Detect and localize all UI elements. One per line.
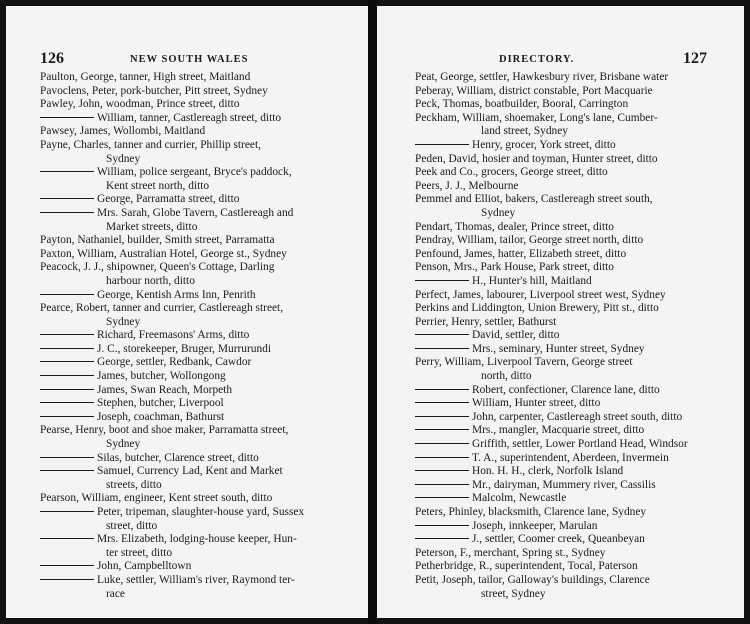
right-page-header [377,50,744,72]
entry-text: J. C., storekeeper, Bruger, Murrurundi [97,342,272,355]
entry-line [415,139,721,153]
ditto-entry [40,506,344,533]
ditto-entry [415,479,721,493]
entry-text: Pavoclens, Peter, pork-butcher, Pitt street, Sydney [40,84,268,97]
entry-line [40,465,344,479]
entry-line [40,411,344,425]
entry-text: Peckham, William, shoemaker, Long's lane, Cumber- [415,111,658,124]
directory-entry [415,71,721,85]
entry-line [40,302,344,316]
directory-entry [40,302,344,329]
entry-text: John, Campbelltown [97,560,192,573]
entry-text: Perry, William, Liverpool Tavern, George street [415,356,633,369]
entry-line [415,384,721,398]
entry-text: Malcolm, Newcastle [472,492,567,505]
entry-line [40,370,344,384]
directory-entry [415,574,721,601]
entry-text: William, police sergeant, Bryce's paddock, [97,166,292,179]
entry-text: land street, Sydney [481,125,568,138]
ditto-dash [415,538,469,539]
directory-entry [415,316,721,330]
ditto-dash [40,375,94,376]
entry-line [415,411,721,425]
directory-entry [415,153,721,167]
ditto-entry [415,343,721,357]
entry-text: J., settler, Coomer creek, Queanbeyan [472,533,645,546]
entry-text: Mrs., mangler, Macquarie street, ditto [472,424,645,437]
entry-text: Samuel, Currency Lad, Kent and Market [97,465,283,478]
entry-text: Kent street north, ditto [106,179,210,192]
entry-text: Robert, confectioner, Clarence lane, ditto [472,383,660,396]
ditto-dash [415,443,469,444]
directory-entry [40,71,344,85]
ditto-dash [40,565,94,566]
entry-line [415,329,721,343]
entry-line [415,397,721,411]
entry-line [415,356,721,370]
entry-line [40,125,344,139]
entry-text: Peek and Co., grocers, George street, ditto [415,166,608,179]
directory-entry [415,112,721,139]
entry-text: Luke, settler, William's river, Raymond ter- [97,573,295,586]
directory-entry [415,560,721,574]
entry-text: Sydney [106,315,141,328]
directory-entry [415,221,721,235]
entry-line [415,438,721,452]
directory-entry [415,234,721,248]
entry-text: Payton, Nathaniel, builder, Smith street, Parramatta [40,234,275,247]
entry-line [415,479,721,493]
page-number: 126 [40,50,64,67]
directory-entry [40,85,344,99]
entry-continuation-line [40,479,344,493]
page-number: 127 [683,50,707,67]
entry-line [415,343,721,357]
entry-line [415,574,721,588]
entry-text: Peter, tripeman, slaughter-house yard, Sussex [97,506,305,518]
entry-line [415,506,721,520]
ditto-dash [415,416,469,417]
directory-entry [415,248,721,262]
ditto-dash [40,538,94,539]
entry-text: Mrs. Sarah, Globe Tavern, Castlereagh and [97,206,294,219]
entry-line [415,166,721,180]
entry-text: Stephen, butcher, Liverpool [97,397,224,410]
entry-line [40,112,344,126]
ditto-entry [40,465,344,492]
ditto-entry [40,411,344,425]
entry-text: Payne, Charles, tanner and currier, Phillip street, [40,138,261,151]
ditto-entry [40,560,344,574]
ditto-dash [40,294,94,295]
book-gutter [368,0,377,624]
ditto-dash [415,525,469,526]
entry-line [415,520,721,534]
entry-text: James, Swan Reach, Morpeth [97,383,233,396]
entry-line [415,248,721,262]
entry-text: William, tanner, Castlereagh street, ditto [97,111,282,124]
entry-text: Perkins and Liddington, Union Brewery, Pitt st., ditto [415,302,659,315]
entry-continuation-line [40,520,344,534]
entry-text: Mrs., seminary, Hunter street, Sydney [472,342,645,355]
entry-continuation-line [415,370,721,384]
entry-text: Mr., dairyman, Mummery river, Cassilis [472,478,656,491]
ditto-dash [40,416,94,417]
ditto-entry [40,166,344,193]
directory-entry [40,248,344,262]
ditto-dash [40,198,94,199]
entry-text: Peters, Phinley, blacksmith, Clarence lane, Sydney [415,506,647,518]
entry-text: Peers, J. J., Melbourne [415,179,519,192]
ditto-dash [415,144,469,145]
entry-text: Penfound, James, hatter, Elizabeth street, ditto [415,247,627,260]
entry-line [40,384,344,398]
entry-line [40,289,344,303]
entry-line [40,261,344,275]
directory-entry [415,193,721,220]
entry-line [415,289,721,303]
entry-line [40,139,344,153]
ditto-entry [40,112,344,126]
entry-text: Pawsey, James, Wollombi, Maitland [40,125,206,138]
left-page-header [6,50,368,72]
ditto-dash [40,212,94,213]
entry-text: Mrs. Elizabeth, lodging-house keeper, Hun- [97,533,297,546]
directory-entry [40,234,344,248]
ditto-entry [415,452,721,466]
entry-continuation-line [415,125,721,139]
entry-line [40,356,344,370]
ditto-entry [415,397,721,411]
entry-line [415,560,721,574]
entry-line [40,560,344,574]
directory-entry [415,302,721,316]
entry-text: Richard, Freemasons' Arms, ditto [97,329,250,342]
ditto-entry [40,452,344,466]
ditto-entry [40,289,344,303]
entry-line [40,166,344,180]
entry-line [415,533,721,547]
ditto-entry [415,329,721,343]
entry-line [415,180,721,194]
directory-entry [415,289,721,303]
ditto-dash [40,348,94,349]
entry-line [40,343,344,357]
ditto-dash [415,389,469,390]
entry-line [40,492,344,506]
entry-text: David, settler, ditto [472,329,560,342]
directory-entry [40,424,344,451]
entry-continuation-line [40,588,344,602]
ditto-entry [415,139,721,153]
entry-line [415,275,721,289]
entry-line [40,533,344,547]
ditto-entry [415,438,721,452]
entry-text: harbour north, ditto [106,274,195,287]
entry-line [415,71,721,85]
ditto-entry [40,370,344,384]
entry-line [40,85,344,99]
entry-continuation-line [40,221,344,235]
entry-continuation-line [415,207,721,221]
entry-text: George, Parramatta street, ditto [97,193,240,206]
left-page [6,6,368,618]
ditto-entry [415,520,721,534]
ditto-entry [415,424,721,438]
entry-continuation-line [40,180,344,194]
ditto-entry [40,533,344,560]
ditto-dash [415,484,469,485]
entry-line [40,424,344,438]
directory-entry [40,98,344,112]
entry-line [40,248,344,262]
entry-continuation-line [415,588,721,602]
running-title: DIRECTORY. [499,54,575,65]
entry-text: Henry, grocer, York street, ditto [472,138,616,151]
entry-text: Penson, Mrs., Park House, Park street, ditto [415,261,615,274]
entry-line [40,397,344,411]
directory-entry [415,85,721,99]
entry-text: Peacock, J. J., shipowner, Queen's Cottage, Darling [40,261,275,274]
entry-text: Peck, Thomas, boatbuilder, Booral, Carrington [415,98,629,111]
entry-line [40,329,344,343]
ditto-entry [40,574,344,601]
entry-continuation-line [40,275,344,289]
ditto-entry [415,533,721,547]
entry-text: Perrier, Henry, settler, Bathurst [415,315,557,328]
entry-text: Petit, Joseph, tailor, Galloway's buildings, Clarence [415,573,650,586]
ditto-entry [40,193,344,207]
entry-line [415,221,721,235]
ditto-dash [415,457,469,458]
entry-text: street, Sydney [481,587,546,600]
directory-entry [415,506,721,520]
entry-text: Sydney [106,438,141,451]
entry-text: Pearson, William, engineer, Kent street south, ditto [40,492,273,505]
entry-text: Paulton, George, tanner, High street, Maitland [40,71,251,83]
directory-entry [40,125,344,139]
entry-line [415,452,721,466]
entry-text: James, butcher, Wollongong [97,370,226,383]
entry-text: Pearce, Robert, tanner and currier, Castlereagh street, [40,302,284,315]
entry-line [415,424,721,438]
entry-line [40,574,344,588]
entry-text: Sydney [106,152,141,165]
entry-text: Peat, George, settler, Hawkesbury river, Brisbane water [415,71,669,83]
entry-text: John, carpenter, Castlereagh street south, ditto [472,410,683,423]
ditto-entry [415,465,721,479]
entry-text: Peden, David, hosier and toyman, Hunter street, ditto [415,152,658,165]
entry-line [415,98,721,112]
entry-text: Market streets, ditto [106,220,198,233]
ditto-dash [415,348,469,349]
directory-entry [40,261,344,288]
entry-text: street, ditto [106,519,158,532]
directory-entry [40,492,344,506]
entry-text: George, Kentish Arms Inn, Penrith [97,288,256,301]
ditto-dash [415,334,469,335]
ditto-dash [40,117,94,118]
entry-line [415,112,721,126]
ditto-dash [415,429,469,430]
entry-line [415,85,721,99]
entry-line [415,234,721,248]
entry-text: H., Hunter's hill, Maitland [472,274,592,287]
right-page [377,6,744,618]
entry-text: Joseph, coachman, Bathurst [97,410,225,423]
entry-text: Peterson, F., merchant, Spring st., Sydney [415,546,606,559]
entry-text: Griffith, settler, Lower Portland Head, Windsor [472,438,688,451]
directory-entries-right [415,71,721,601]
directory-entry [415,356,721,383]
ditto-dash [40,470,94,471]
ditto-dash [415,497,469,498]
ditto-entry [40,356,344,370]
entry-line [415,153,721,167]
entry-continuation-line [40,547,344,561]
entry-text: Pendray, William, tailor, George street north, ditto [415,234,644,247]
entry-text: Pawley, John, woodman, Prince street, ditto [40,98,240,111]
ditto-dash [415,402,469,403]
entry-line [415,261,721,275]
ditto-dash [40,361,94,362]
ditto-dash [415,470,469,471]
entry-text: Paxton, William, Australian Hotel, George st., Sydney [40,247,287,260]
ditto-entry [40,343,344,357]
ditto-dash [40,334,94,335]
entry-text: Sydney [481,206,516,219]
entry-line [40,71,344,85]
directory-entry [415,180,721,194]
ditto-entry [415,384,721,398]
entry-continuation-line [40,316,344,330]
entry-continuation-line [40,153,344,167]
entry-line [40,452,344,466]
running-title: NEW SOUTH WALES [130,54,249,65]
ditto-dash [415,280,469,281]
entry-text: Joseph, innkeeper, Marulan [472,519,598,532]
directory-entry [415,261,721,275]
entry-text: William, Hunter street, ditto [472,397,601,410]
entry-text: ter street, ditto [106,546,173,559]
ditto-dash [40,457,94,458]
ditto-entry [415,411,721,425]
entry-text: streets, ditto [106,478,162,491]
entry-text: Peberay, William, district constable, Port Macquarie [415,84,653,97]
entry-line [415,492,721,506]
ditto-dash [40,402,94,403]
entry-text: Pendart, Thomas, dealer, Prince street, ditto [415,220,614,233]
entry-line [40,234,344,248]
ditto-entry [40,329,344,343]
ditto-dash [40,511,94,512]
ditto-dash [40,171,94,172]
entry-text: Silas, butcher, Clarence street, ditto [97,451,259,464]
entry-text: T. A., superintendent, Aberdeen, Invermein [472,451,669,464]
entry-line [40,98,344,112]
ditto-entry [415,275,721,289]
entry-line [415,193,721,207]
ditto-dash [40,389,94,390]
entry-line [40,506,344,520]
entry-line [40,207,344,221]
entry-text: Perfect, James, labourer, Liverpool street west, Sydney [415,288,666,301]
ditto-entry [415,492,721,506]
entry-line [415,547,721,561]
entry-text: north, ditto [481,370,532,383]
entry-text: Pearse, Henry, boot and shoe maker, Parramatta street, [40,424,289,437]
directory-entry [415,547,721,561]
directory-entry [415,166,721,180]
entry-line [415,302,721,316]
entry-line [415,465,721,479]
entry-line [40,193,344,207]
ditto-entry [40,397,344,411]
directory-entry [415,98,721,112]
entry-text: race [106,587,125,600]
directory-entry [40,139,344,166]
entry-text: Pemmel and Elliot, bakers, Castlereagh street south, [415,193,653,206]
entry-line [415,316,721,330]
entry-text: Petherbridge, R., superintendent, Tocal, Paterson [415,560,638,573]
entry-continuation-line [40,438,344,452]
ditto-entry [40,384,344,398]
entry-text: George, settler, Redbank, Cawdor [97,356,252,369]
ditto-dash [40,579,94,580]
directory-entries-left [40,71,344,601]
entry-text: Hon. H. H., clerk, Norfolk Island [472,465,624,478]
ditto-entry [40,207,344,234]
